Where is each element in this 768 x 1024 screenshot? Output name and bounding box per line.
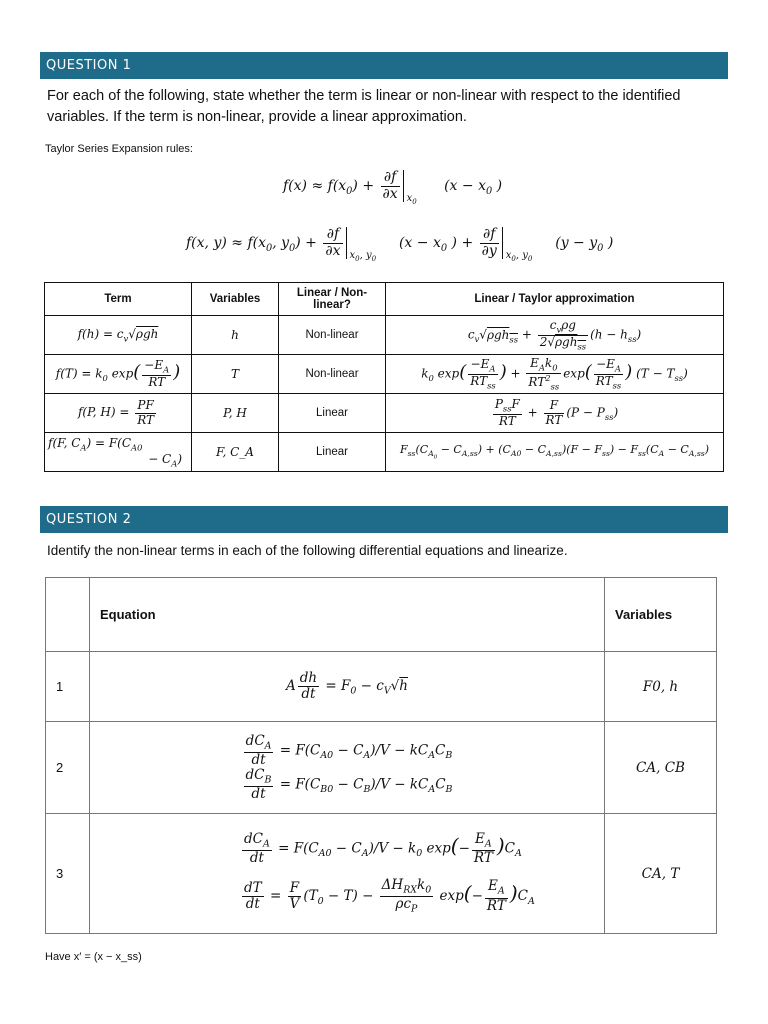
variables-cell: F, C_A: [192, 433, 279, 472]
col-approximation: Linear / Taylor approximation: [386, 283, 724, 316]
term-cell: $f(T) = k_0$ exp( $\frac{-E_A}{RT}$ ): [45, 355, 192, 394]
col-term: Term: [45, 283, 192, 316]
table-header-row: [46, 578, 717, 652]
status-cell: Linear: [279, 433, 386, 472]
table-row: [46, 652, 717, 722]
table-row: [46, 814, 717, 934]
table-row: [45, 433, 724, 472]
equation-cell: $\frac{dC_A}{dt}$ = $F(C_{A0} - C_A)/V - kC_AC_B$ $\frac{dC_B}{dt}$ = $F(C_{B0} - C_B)/V - kC_AC_B$: [90, 722, 605, 814]
equation-cell: $\frac{dC_A}{dt}$ = $F(C_{A0} - C_A)/V - k_0$ exp(− $\frac{E_A}{RT}$ )$C_A$ $\frac{dT}{dt}$ = $\frac{F}{V}$ $(T_0 - T)$ − $\frac{\Delta H_{RX}k_0}{\rho c_P}$ exp(− $\frac{E_A}{RT}$ )$C_A$: [90, 814, 605, 934]
term-cell: f(F, $C_A) = F(C_{A0}$ − $C_A$): [45, 433, 192, 472]
row-number: 3: [46, 814, 90, 934]
variables-cell: CA, CB: [605, 722, 717, 814]
row-number: 2: [46, 722, 90, 814]
term-cell: $f(h) = c_v√\rho gh$: [45, 316, 192, 355]
status-cell: Non-linear: [279, 316, 386, 355]
col-number: [46, 578, 90, 652]
col-variables: Variables: [192, 283, 279, 316]
term-cell: f(P, H) = $\frac{PF}{RT}$: [45, 394, 192, 433]
variables-cell: F0, h: [605, 652, 717, 722]
variables-cell: T: [192, 355, 279, 394]
equation-cell: A $\frac{dh}{dt}$ = $F_0 - c_V√h$: [90, 652, 605, 722]
question-1-table: [44, 282, 724, 472]
status-cell: Non-linear: [279, 355, 386, 394]
table-row: [45, 316, 724, 355]
taylor-formula-single: $f(x) \approx f(x_0)$ + $\frac{\partial f}{\partial x}$ $x_0$ ($x - x_0$ ): [283, 169, 503, 206]
approx-cell: $\frac{P_{ss}F}{RT}$ + $\frac{F}{RT}$ $(P - P_{ss})$: [386, 394, 724, 433]
variables-cell: CA, T: [605, 814, 717, 934]
table-row: [46, 722, 717, 814]
table-row: [45, 394, 724, 433]
taylor-label: Taylor Series Expansion rules:: [45, 143, 193, 155]
row-number: 1: [46, 652, 90, 722]
taylor-formula-multi: f(x, $y) \approx f(x_0$, $y_0$) + $\frac{\partial f}{\partial x}$ $x_0$, $y_0$ ($x - x_0$ ) + $\frac{\partial f}{\partial y}$ $x_0$, $y_0$ ($y - y_0$ ): [186, 226, 614, 263]
question-1-header: QUESTION 1: [40, 52, 728, 79]
question-1-instruction: For each of the following, state whether the term is linear or non-linear with respect to the identified variables. If the term is non-linear, provide a linear approximation.: [47, 88, 681, 125]
footer-note: Have x′ = (x − x_ss): [45, 951, 142, 963]
approx-cell: $k_0$ exp( $\frac{-E_A}{RT_{ss}}$ ) + $\frac{E_Ak_0}{RT^2_{ss}}$ exp( $\frac{-E_A}{RT_{ss}}$ ) $(T - T_{ss})$: [386, 355, 724, 394]
approx-cell: $F_{ss}(C_{A_0} - C_{A,ss}) + (C_{A0} - C_{A,ss})(F - F_{ss}) - F_{ss}(C_A - C_{A,ss})$: [386, 433, 724, 472]
col-linear: Linear / Non-linear?: [279, 283, 386, 316]
question-2-instruction: Identify the non-linear terms in each of the following differential equations and linearize.: [47, 543, 568, 558]
table-row: [45, 355, 724, 394]
variables-cell: P, H: [192, 394, 279, 433]
col-variables: Variables: [605, 578, 717, 652]
col-equation: Equation: [90, 578, 605, 652]
status-cell: Linear: [279, 394, 386, 433]
question-2-header: QUESTION 2: [40, 506, 728, 533]
question-2-table: [45, 577, 717, 934]
approx-cell: $c_v√\rho gh_{ss}$ + $\frac{c_v\rho g}{2√\rho gh_{ss}}$ $(h - h_{ss})$: [386, 316, 724, 355]
table-header-row: [45, 283, 724, 316]
variables-cell: h: [192, 316, 279, 355]
